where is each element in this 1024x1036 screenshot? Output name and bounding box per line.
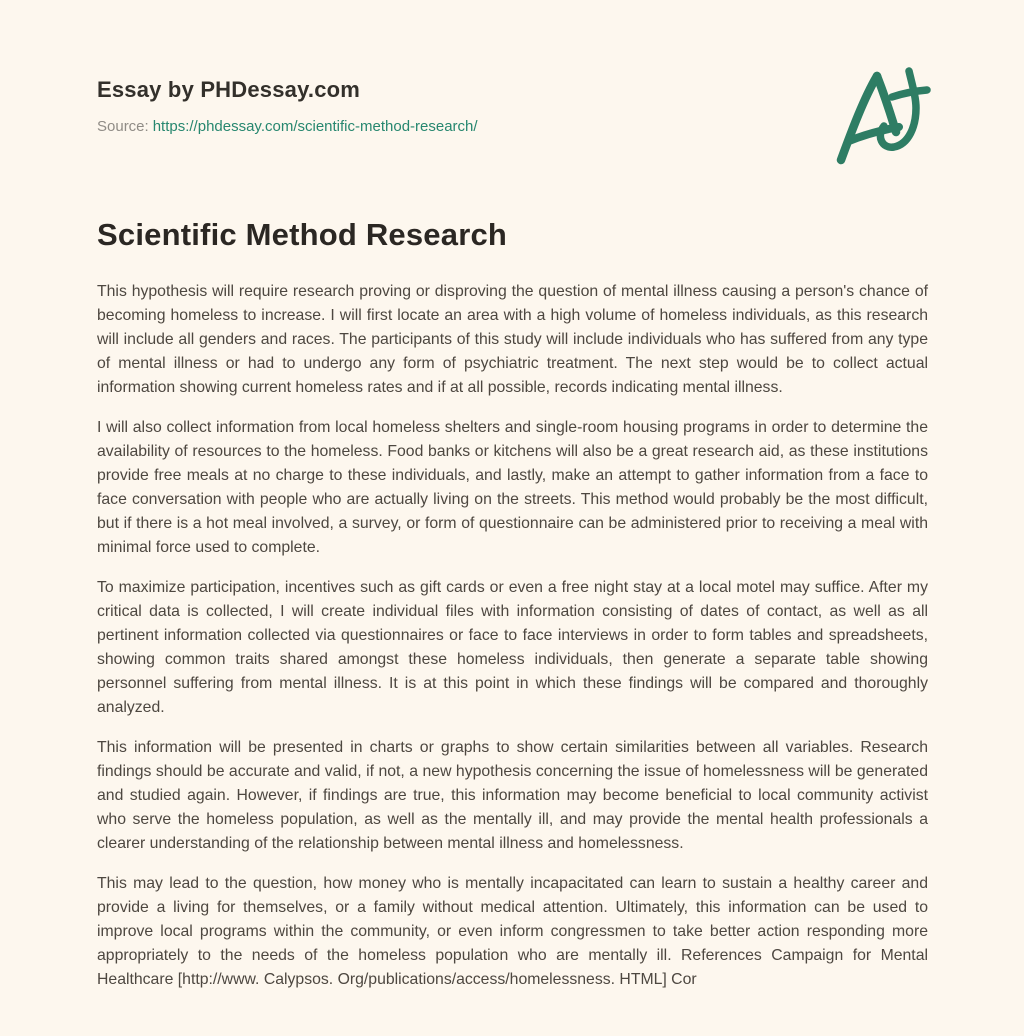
source-label: Source: bbox=[97, 118, 149, 135]
source-link[interactable]: https://phdessay.com/scientific-method-research/ bbox=[152, 118, 478, 135]
essay-paragraph: This may lead to the question, how money who is mentally incapacitated can learn to sustain a healthy career and provide a living for themselves, or a family without medical attention. Ultimately, this information can be used to improve local programs within the community, or even inform congressmen to take better action responding more appropriately to the needs of the homeless population who are mentally ill. References Campaign for Mental Healthcare [http://www. Calypsos. Org/publications/access/homelessness. HTML] Cor bbox=[97, 875, 928, 988]
essay-paragraph: This information will be presented in charts or graphs to show certain similarities between all variables. Research findings should be accurate and valid, if not, a new hypothesis concerning the issue of homelessness will be generated and studied again. However, if findings are true, this information may become beneficial to local community activist who serve the homeless population, as well as the mentally ill, and may provide the mental health professionals a clearer understanding of the relationship between mental illness and homelessness. bbox=[97, 739, 928, 852]
a-plus-logo-icon bbox=[832, 64, 938, 166]
essay-title: Scientific Method Research bbox=[97, 217, 508, 252]
essay-body bbox=[97, 280, 928, 992]
essay-paragraph: This hypothesis will require research proving or disproving the question of mental illness causing a person's chance of becoming homeless to increase. I will first locate an area with a high volume of homeless individuals, as this research will include all genders and races. The participants of this study will include individuals who has suffered from any type of mental illness or had to undergo any form of psychiatric treatment. The next step would be to collect actual information showing current homeless rates and if at all possible, records indicating mental illness. bbox=[97, 283, 928, 396]
essay-paragraph: I will also collect information from local homeless shelters and single-room housing programs in order to determine the availability of resources to the homeless. Food banks or kitchens will also be a great research aid, as these institutions provide free meals at no charge to these individuals, and lastly, make an attempt to gather information from a face to face conversation with people who are actually living on the streets. This method would probably be the most difficult, but if there is a hot meal involved, a survey, or form of questionnaire can be administered prior to receiving a meal with minimal force used to complete. bbox=[97, 419, 928, 556]
essay-paragraph: To maximize participation, incentives such as gift cards or even a free night stay at a local motel may suffice. After my critical data is collected, I will create individual files with information consisting of dates of contact, as well as all pertinent information collected via questionnaires or face to face interviews in order to form tables and spreadsheets, showing common traits shared amongst these homeless individuals, then generate a separate table showing personnel suffering from mental illness. It is at this point in which these findings will be compared and thoroughly analyzed. bbox=[97, 579, 928, 716]
source-row bbox=[97, 116, 928, 138]
page-title: Essay by PHDessay.com bbox=[97, 77, 361, 102]
